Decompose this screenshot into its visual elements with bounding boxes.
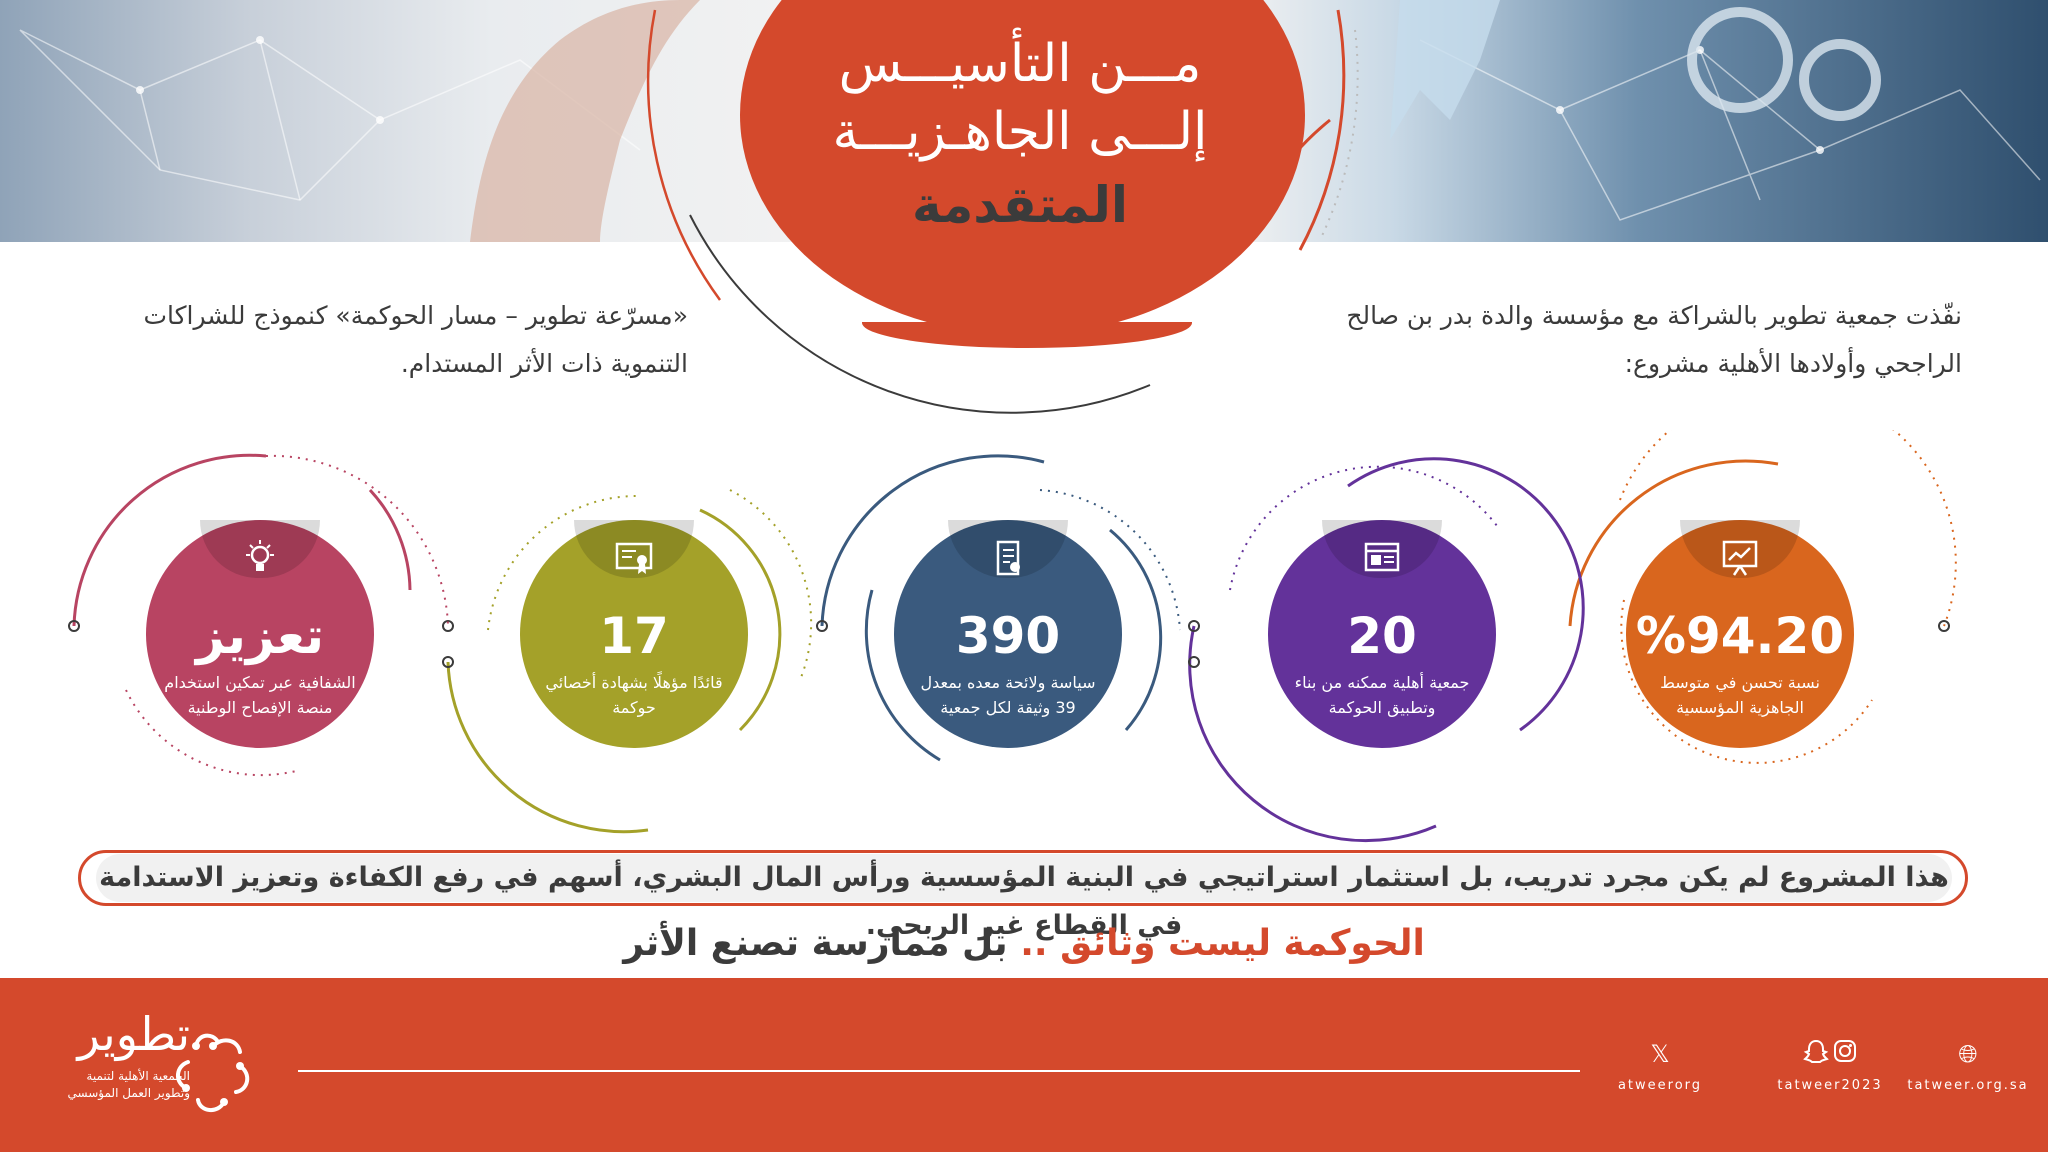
logo-wordmark: تطوير [77, 1007, 190, 1061]
stat-description: الشفافية عبر تمكين استخدام منصة الإفصاح الوطنية [164, 673, 356, 717]
stat-description: جمعية أهلية ممكنه من بناء وتطبيق الحوكمة [1294, 673, 1470, 717]
social-x[interactable] [1590, 1038, 1730, 1093]
stat-circle-policies [894, 520, 1122, 748]
title-underline-bar [862, 322, 1192, 348]
logo-subtitle-line-2: وتطوير العمل المؤسسي [67, 1086, 190, 1100]
slogan-dark-part: بل ممارسة تصنع الأثر [623, 923, 1008, 964]
stat-description: نسبة تحسن في متوسط الجاهزية المؤسسية [1660, 673, 1820, 717]
x-icon: 𝕏 [1650, 1040, 1670, 1068]
presentation-chart-icon [1720, 538, 1760, 578]
logo-subtitle-line-1: الجمعية الأهلية لتنمية [86, 1069, 190, 1083]
title-line-1: مـــن التأسيـــس [838, 34, 1202, 94]
intro-text-right: نفّذت جمعية تطوير بالشراكة مع مؤسسة والدة بدر بن صالح الراجحي وأولادها الأهلية مشروع: [1346, 301, 1962, 378]
document-scroll-icon [988, 538, 1028, 578]
footer-divider [298, 1070, 1580, 1072]
snapchat-instagram-glyphs [1803, 1038, 1857, 1064]
stat-value: تعزيز [196, 607, 324, 665]
footer [0, 978, 2048, 1152]
globe-icon: 🌐︎ [1958, 1040, 1978, 1068]
browser-window-icon [1362, 538, 1402, 578]
logo-subtitle [30, 1068, 190, 1102]
statement-text: هذا المشروع لم يكن مجرد تدريب، بل استثمار استراتيجي في البنية المؤسسية ورأس المال البشري، أسهم في رفع الكفاءة وتعزيز الاستدامة في القطاع غير الربحي. [96, 854, 1952, 902]
intro-text-left: «مسرّعة تطوير – مسار الحوكمة» كنموذج للشراكات التنموية ذات الأثر المستدام. [143, 301, 688, 378]
slogan [0, 914, 2048, 974]
stat-value: 20 [1347, 607, 1417, 665]
stat-circle-leaders [520, 520, 748, 748]
title-block [760, 30, 1280, 244]
stat-circle-transparency [146, 520, 374, 748]
title-line-3: المتقدمة [912, 176, 1128, 234]
stat-value: %94.20 [1635, 607, 1845, 665]
social-label: tatweer.org.sa [1907, 1078, 2029, 1093]
social-label: tatweer2023 [1777, 1078, 1883, 1093]
stat-circle-readiness [1626, 520, 1854, 748]
snapchat-instagram-icon [1760, 1038, 1900, 1070]
stat-description: سياسة ولائحة معده بمعدل 39 وثيقة لكل جمعية [920, 673, 1096, 717]
lightbulb-icon [240, 538, 280, 578]
social-snapchat-instagram[interactable] [1760, 1038, 1900, 1093]
social-website[interactable] [1898, 1038, 2038, 1093]
slogan-red-part: الحوكمة ليست وثائق .. [1020, 923, 1425, 964]
stat-circle-associations [1268, 520, 1496, 748]
certificate-icon [614, 538, 654, 578]
stat-value: 17 [599, 607, 669, 665]
stat-value: 390 [955, 607, 1061, 665]
title-line-2: إلـــى الجاهـزيـــة [832, 102, 1208, 162]
social-label: atweerorg [1617, 1078, 1703, 1093]
stat-description: قائدًا مؤهلًا بشهادة أخصائي حوكمة [545, 673, 723, 717]
